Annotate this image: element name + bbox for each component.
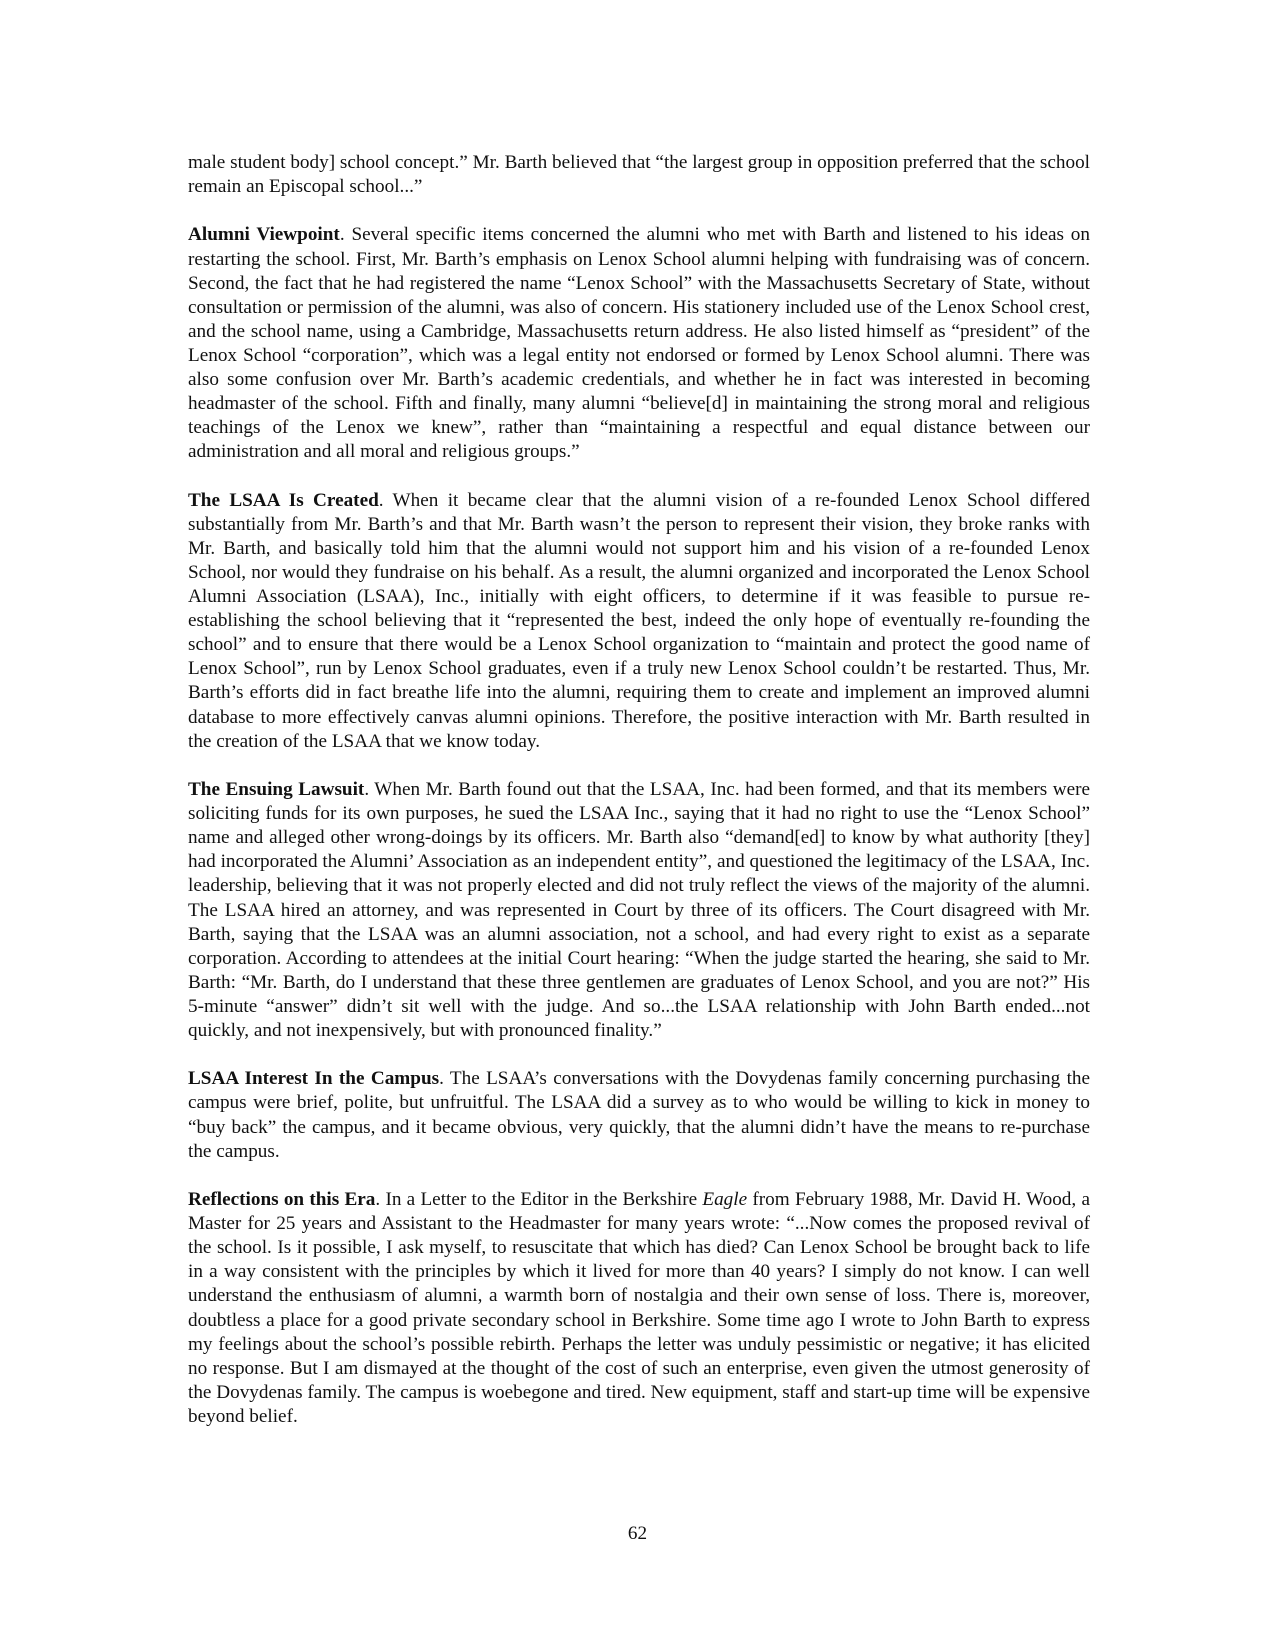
paragraph-text: . Several specific items concerned the alumni who met with Barth and listened to his ideas on restarting the school. First, Mr. Barth’s emphasis on Lenox School alumni helping with fundraising was of concern. Second, the fact that he had registered the name “Lenox School” with the Massachusetts Secretary of State, without consultation or permission of the alumni, was also of concern. His stationery included use of the Lenox School crest, and the school name, using a Cambridge, Massachusetts return address. He also listed himself as “president” of the Lenox School “corporation”, which was a legal entity not endorsed or formed by Lenox School alumni. There was also some confusion over Mr. Barth’s academic credentials, and whether he in fact was interested in becoming headmaster of the school. Fifth and finally, many alumni “believe[d] in maintaining the strong moral and religious teachings of the Lenox we knew”, rather than “maintaining a respectful and equal distance between our administration and all moral and religious groups.” bbox=[188, 224, 1090, 463]
paragraph-lsaa-created bbox=[188, 489, 1090, 754]
paragraph-ensuing-lawsuit bbox=[188, 778, 1090, 1043]
paragraph-intro bbox=[188, 151, 1090, 199]
page-number: 62 bbox=[627, 1523, 648, 1544]
paragraph-text: . In a Letter to the Editor in the Berkshire bbox=[375, 1189, 703, 1211]
paragraph-reflections bbox=[188, 1188, 1090, 1429]
paragraph-text: . The LSAA’s conversations with the Dovydenas family concerning purchasing the campus were brief, polite, but unfruitful. The LSAA did a survey as to who would be willing to kick in money to “buy back” the campus, and it became obvious, very quickly, that the alumni didn’t have the means to re-purchase the campus. bbox=[188, 1068, 1091, 1162]
paragraph-text: male student body] school concept.” Mr. Barth believed that “the largest group in opposition preferred that the school remain an Episcopal school...” bbox=[188, 152, 1090, 198]
paragraph-text: from February 1988, Mr. David H. Wood, a Master for 25 years and Assistant to the Headmaster for many years wrote: “...Now comes the proposed revival of the school. Is it possible, I ask myself, to resuscitate that which has died? Can Lenox School be brought back to life in a way consistent with the principles by which it lived for more than 40 years? I simply do not know. I can well understand the enthusiasm of alumni, a warmth born of nostalgia and their own sense of loss. There is, moreover, doubtless a place for a good private secondary school in Berkshire. Some time ago I wrote to John Barth to express my feelings about the school’s possible rebirth. Perhaps the letter was unduly pessimistic or negative; it has elicited no response. But I am dismayed at the thought of the cost of such an enterprise, even given the utmost generosity of the Dovydenas family. The campus is woebegone and tired. New equipment, staff and start-up time will be expensive beyond belief. bbox=[188, 1189, 1090, 1427]
newspaper-name: Eagle bbox=[702, 1189, 748, 1211]
section-heading: Alumni Viewpoint bbox=[188, 224, 340, 246]
paragraph-lsaa-campus-interest bbox=[188, 1067, 1090, 1163]
paragraph-text: . When it became clear that the alumni vision of a re-founded Lenox School differed substantially from Mr. Barth’s and that Mr. Barth wasn’t the person to represent their vision, they broke ranks with Mr. Barth, and basically told him that the alumni would not support him and his vision of a re-founded Lenox School, nor would they fundraise on his behalf. As a result, the alumni organized and incorporated the Lenox School Alumni Association (LSAA), Inc., initially with eight officers, to determine if it was feasible to pursue re-establishing the school believing that it “represented the best, indeed the only hope of eventually re-founding the school” and to ensure that there would be a Lenox School organization to “maintain and protect the good name of Lenox School”, run by Lenox School graduates, even if a truly new Lenox School couldn’t be restarted. Thus, Mr. Barth’s efforts did in fact breathe life into the alumni, requiring them to create and implement an improved alumni database to more effectively canvas alumni opinions. Therefore, the positive interaction with Mr. Barth resulted in the creation of the LSAA that we know today. bbox=[188, 489, 1090, 752]
section-heading: The Ensuing Lawsuit bbox=[188, 779, 365, 801]
paragraph-alumni-viewpoint bbox=[188, 223, 1090, 464]
section-heading: Reflections on this Era bbox=[188, 1189, 376, 1211]
section-heading: The LSAA Is Created bbox=[188, 489, 379, 511]
document-body bbox=[188, 151, 1090, 1453]
paragraph-text: . When Mr. Barth found out that the LSAA, Inc. had been formed, and that its members were soliciting funds for its own purposes, he sued the LSAA Inc., saying that it had no right to use the “Lenox School” name and alleged other wrong-doings by its officers. Mr. Barth also “demand[ed] to know by what authority [they] had incorporated the Alumni’ Association as an independent entity”, and questioned the legitimacy of the LSAA, Inc. leadership, believing that it was not properly elected and did not truly reflect the views of the majority of the alumni. The LSAA hired an attorney, and was represented in Court by three of its officers. The Court disagreed with Mr. Barth, saying that the LSAA was an alumni association, not a school, and had every right to exist as a separate corporation. According to attendees at the initial Court hearing: “When the judge started the hearing, she said to Mr. Barth: “Mr. Barth, do I understand that these three gentlemen are graduates of Lenox School, and you are not?” His 5-minute “answer” didn’t sit well with the judge. And so...the LSAA relationship with John Barth ended...not quickly, and not inexpensively, but with pronounced finality.” bbox=[188, 779, 1091, 1041]
section-heading: LSAA Interest In the Campus bbox=[188, 1068, 440, 1090]
